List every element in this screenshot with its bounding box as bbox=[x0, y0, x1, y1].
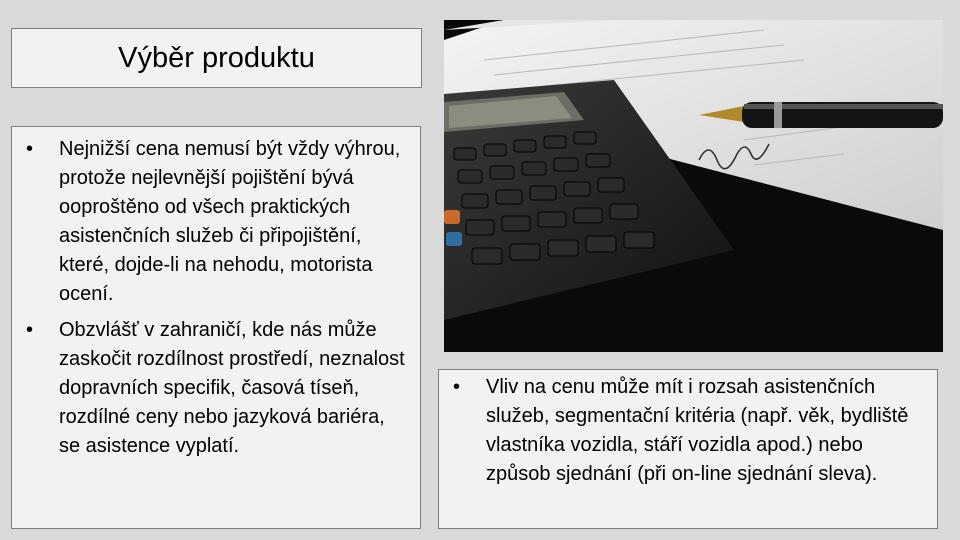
bullet-item: • Obzvlášť v zahraničí, kde nás může zaskočit rozdílnost prostředí, neznalost dopravních specifik, časová tíseň, rozdílné ceny nebo jazyková bariéra, se asistence vyplatí. bbox=[26, 316, 410, 461]
left-bullet-list bbox=[26, 135, 410, 461]
photo-illustration bbox=[444, 20, 943, 352]
calculator-document-photo bbox=[444, 20, 943, 352]
slide-title: Výběr produktu bbox=[118, 41, 315, 74]
left-text-box bbox=[11, 126, 421, 529]
bullet-item: • Nejnižší cena nemusí být vždy výhrou, protože nejlevnější pojištění bývá ooproštěno od všech praktických asistenčních služeb či připojištění, které, dojde-li na nehodu, motorista ocení. bbox=[26, 135, 410, 309]
right-text-box bbox=[438, 369, 938, 529]
right-bullet-list bbox=[453, 373, 927, 489]
bullet-item: • Vliv na cenu může mít i rozsah asistenčních služeb, segmentační kritéria (např. věk, bydliště vlastníka vozidla, stáří vozidla apod.) nebo způsob sjednání (při on-line sjednání sleva). bbox=[453, 373, 927, 489]
slide-title-box bbox=[11, 28, 422, 88]
